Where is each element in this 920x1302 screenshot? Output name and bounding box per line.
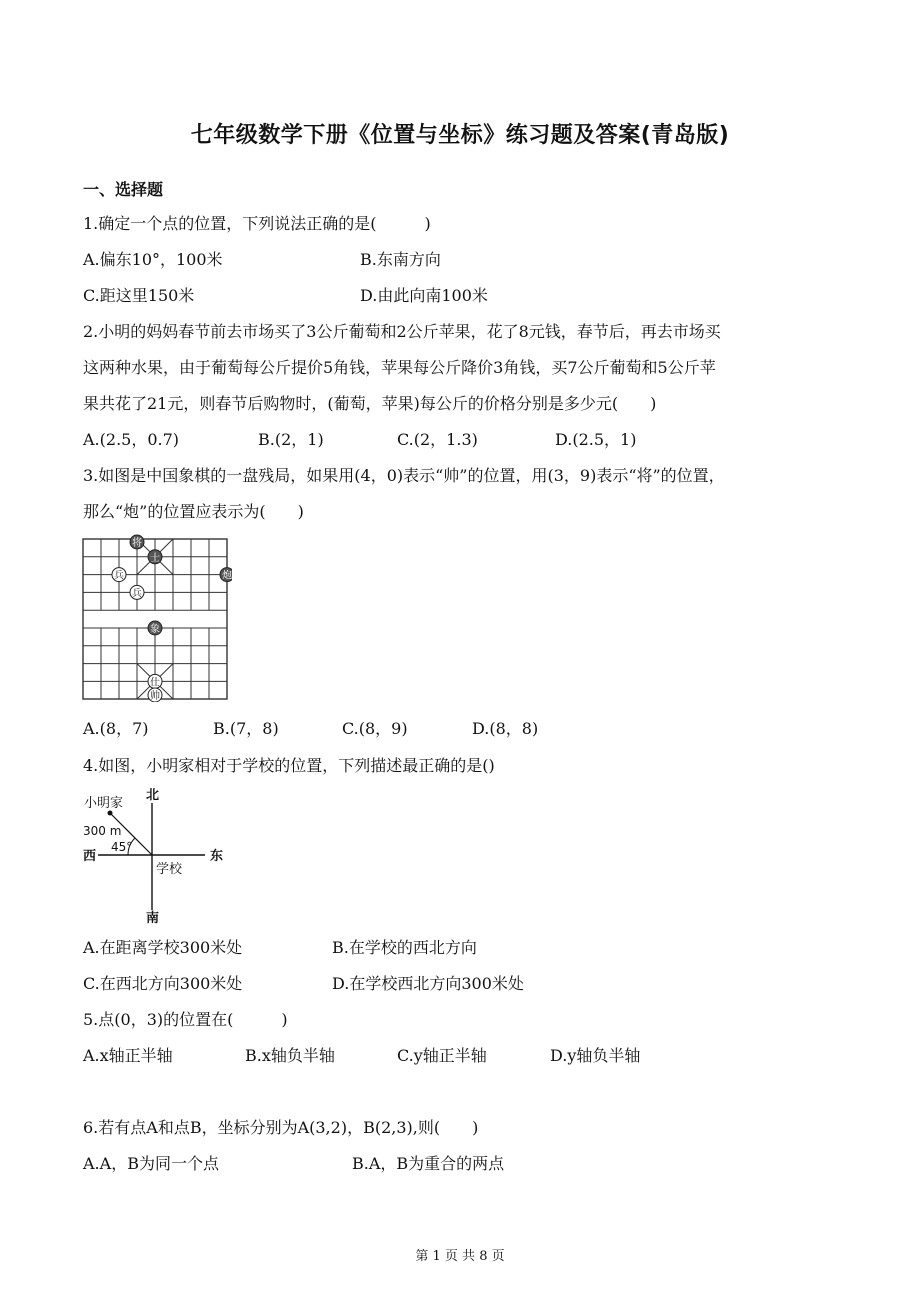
question-4-option-b: B.在学校的西北方向: [332, 938, 477, 957]
svg-text:仕: 仕: [150, 677, 160, 689]
question-2-option-c: C.(2，1.3): [397, 430, 478, 449]
home-label: 小明家: [84, 796, 124, 811]
svg-text:士: 士: [150, 552, 160, 564]
question-1-stem: 1.确定一个点的位置，下列说法正确的是( ): [83, 214, 431, 233]
question-4-option-d: D.在学校西北方向300米处: [332, 974, 524, 993]
school-label: 学校: [156, 862, 183, 877]
question-2-line-2: 这两种水果，由于葡萄每公斤提价5角钱，苹果每公斤降价3角钱，买7公斤葡萄和5公斤苹: [83, 358, 716, 377]
question-5-option-d: D.y轴负半轴: [550, 1046, 641, 1065]
direction-figure: [80, 785, 240, 925]
question-4-option-a: A.在距离学校300米处: [83, 938, 243, 957]
question-2-option-b: B.(2，1): [258, 430, 324, 449]
chess-piece-shi-top: [148, 550, 162, 564]
chess-piece-pao: [220, 568, 232, 582]
west-label: 西: [83, 849, 97, 864]
chess-board-figure: [76, 532, 232, 702]
question-5-option-c: C.y轴正半轴: [397, 1046, 487, 1065]
question-3-line-1: 3.如图是中国象棋的一盘残局，如果用(4，0)表示“帅”的位置，用(3，9)表示“将”的位置，: [83, 466, 725, 485]
question-3-option-d: D.(8，8): [472, 719, 539, 738]
chess-piece-shuai: [148, 688, 162, 702]
chess-piece-bing-2: [130, 585, 144, 599]
svg-text:帅: 帅: [150, 691, 160, 702]
svg-text:将: 将: [132, 538, 142, 549]
question-5-stem: 5.点(0，3)的位置在( ): [83, 1010, 288, 1029]
chess-piece-jiang: [130, 535, 144, 549]
chess-piece-xiang: [148, 621, 162, 635]
question-3-option-c: C.(8，9): [342, 719, 408, 738]
question-2-option-a: A.(2.5，0.7): [83, 430, 180, 449]
question-2-line-3: 果共花了21元，则春节后购物时，(葡萄，苹果)每公斤的价格分别是多少元( ): [83, 394, 657, 413]
question-3-line-2: 那么“炮”的位置应表示为( ): [83, 502, 304, 521]
chess-piece-shi-bottom: [148, 674, 162, 688]
question-1-option-a: A.偏东10°，100米: [83, 250, 223, 269]
question-5-option-b: B.x轴负半轴: [245, 1046, 335, 1065]
question-3-option-b: B.(7，8): [213, 719, 279, 738]
north-label: 北: [146, 788, 160, 803]
question-3-option-a: A.(8，7): [83, 719, 149, 738]
angle-label: 45°: [111, 840, 133, 854]
home-point: [108, 811, 113, 816]
svg-text:兵: 兵: [114, 570, 124, 582]
question-6-stem: 6.若有点A和点B，坐标分别为A(3,2)，B(2,3),则( ): [83, 1118, 479, 1137]
question-1-option-d: D.由此向南100米: [360, 286, 488, 305]
distance-label: 300 m: [83, 824, 122, 838]
question-2-option-d: D.(2.5，1): [555, 430, 637, 449]
svg-text:炮: 炮: [222, 570, 232, 582]
page-title: 七年级数学下册《位置与坐标》练习题及答案(青岛版): [190, 123, 730, 148]
question-4-option-c: C.在西北方向300米处: [83, 974, 243, 993]
question-5-option-a: A.x轴正半轴: [83, 1046, 173, 1065]
question-6-option-a: A.A，B为同一个点: [83, 1154, 219, 1173]
question-6-option-b: B.A，B为重合的两点: [352, 1154, 505, 1173]
question-1-option-c: C.距这里150米: [83, 286, 195, 305]
question-2-line-1: 2.小明的妈妈春节前去市场买了3公斤葡萄和2公斤苹果，花了8元钱，春节后，再去市场买: [83, 322, 721, 341]
page-footer: 第 1 页 共 8 页: [415, 1249, 505, 1264]
svg-text:象: 象: [150, 624, 160, 635]
south-label: 南: [146, 911, 160, 925]
chess-piece-bing-1: [112, 568, 126, 582]
question-4-stem: 4.如图，小明家相对于学校的位置，下列描述最正确的是(): [83, 756, 495, 775]
svg-text:兵: 兵: [132, 588, 142, 600]
question-1-option-b: B.东南方向: [360, 250, 441, 269]
east-label: 东: [210, 849, 224, 864]
section-heading: 一、选择题: [83, 180, 164, 199]
